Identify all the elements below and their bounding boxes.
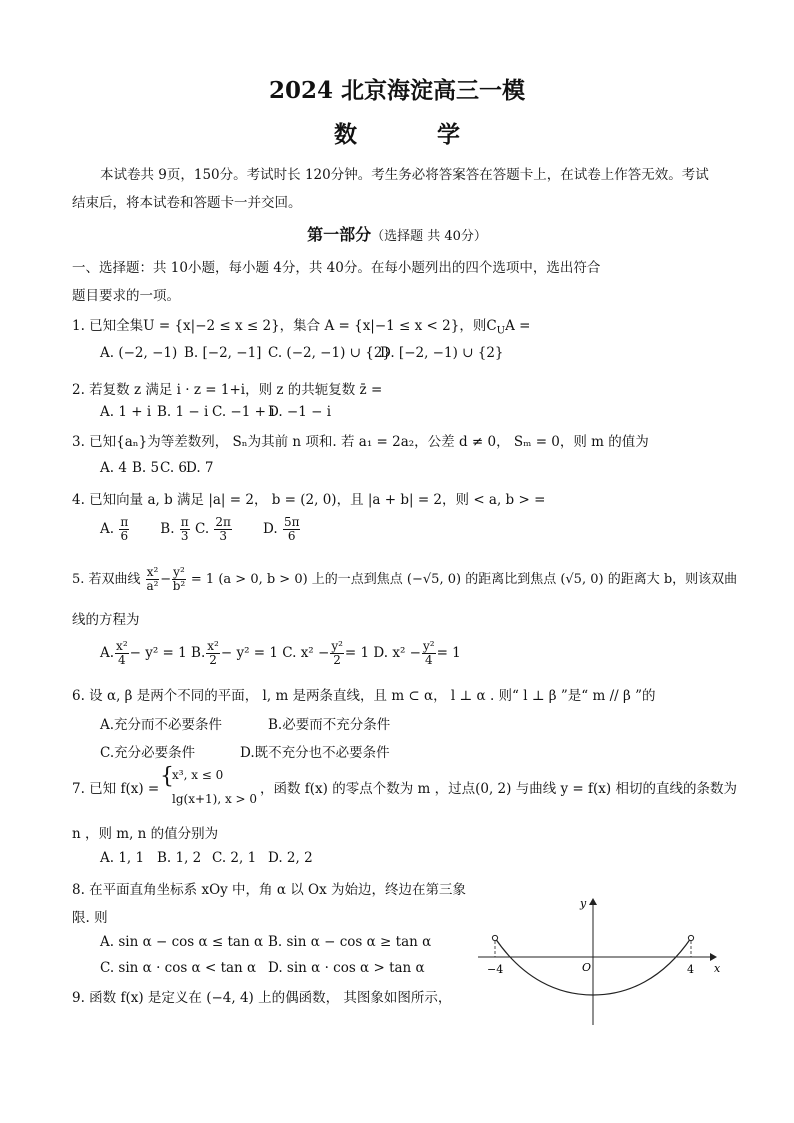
q5-frac-x [146, 566, 160, 593]
q1-stem-text: 1. 已知全集U = {x|−2 ≤ x ≤ 2}，集合 A = {x|−1 ≤ x < 2}，则C [72, 318, 497, 334]
page-title: 2024 北京海淀高三一模 [268, 77, 526, 104]
q5-b-rest: − y² = 1 [220, 645, 278, 662]
open-endpoint-right [688, 935, 693, 940]
q1-option-c: C. (−2, −1) ∪ {2} [268, 345, 392, 361]
q5-option-b [191, 639, 278, 668]
q4-a-num: π [120, 515, 129, 529]
q6-option-c: C.充分必要条件 [100, 745, 196, 761]
q8-option-d: D. sin α · cos α > tan α [268, 960, 425, 976]
part-one-title: 第一部分 [307, 225, 372, 244]
q3-option-a: A. 4 [100, 460, 127, 476]
q2-option-b: B. 1 − i [157, 404, 209, 420]
section-instructions-2: 题目要求的一项。 [72, 288, 180, 304]
q1-stem-end: A = [505, 318, 531, 334]
q4-c-den: 3 [219, 529, 227, 544]
q7-brace: { [160, 764, 174, 789]
q6-option-b: B.必要而不充分条件 [268, 717, 391, 733]
q4-c-num: 2π [215, 515, 231, 529]
q5-options [100, 640, 461, 667]
q5-fy-den: b² [172, 579, 186, 594]
open-endpoint-left [492, 935, 497, 940]
q4-d-den: 6 [287, 529, 296, 544]
q4-option-c [214, 516, 232, 543]
function-graph-figure [478, 895, 730, 1027]
q4-b-num: π [180, 515, 189, 529]
q1-option-b: B. [−2, −1] [184, 345, 262, 361]
q7-case-1: x³, x ≤ 0 [172, 768, 224, 782]
question-4-stem: 4. 已知向量 a, b 满足 |a| = 2， b = (2, 0)，且 |a + b| = 2，则 < a, b > = [72, 492, 546, 508]
q3-option-d: D. 7 [186, 460, 214, 476]
question-3-stem: 3. 已知{aₙ}为等差数列， Sₙ为其前 n 项和. 若 a₁ = 2a₂，公差 d ≠ 0， Sₘ = 0，则 m 的值为 [72, 434, 649, 450]
q5-stem-b: = 1 (a > 0, b > 0) 上的一点到焦点 (−√5, 0) 的距离比到焦点 (√5, 0) 的距离大 b，则该双曲 [190, 572, 738, 588]
q3-option-b: B. 5 [132, 460, 160, 476]
question-1-stem [72, 314, 530, 337]
q7-stem-a: 7. 已知 f(x) = [72, 781, 160, 797]
question-5-stem: 5. 若双曲线 $\frac{\text{x²}}{\text{a²}}$ − $\frac{\text{y²}}{\text{b²}}$ = 1 (a > 0, b > 0) 上的一点到焦点 (−√5, 0) 的距离比到焦点 (√5, 0) 的距离大 b，则该双曲 [72, 565, 738, 594]
q4-option-b [180, 516, 190, 543]
q4-d-num: 5π [283, 515, 300, 529]
question-8-stem-2: 限. 则 [72, 910, 108, 926]
q5-a-frac [115, 640, 129, 667]
q5-b-label: B. [191, 645, 206, 662]
q4-option-d [283, 516, 301, 543]
q7-option-b: B. 1, 2 [157, 850, 202, 866]
q1-option-d: D. [−2, −1) ∪ {2} [380, 345, 504, 361]
q7-case-2: lg(x+1), x > 0 [172, 792, 258, 806]
q5-fy-num: y² [173, 565, 185, 579]
q8-option-c: C. sin α · cos α < tan α [100, 960, 257, 976]
q5-stem-a: 5. 若双曲线 [72, 572, 141, 588]
q5-d-den: 4 [424, 653, 433, 668]
q5-c-label: C. x² − [282, 645, 330, 662]
q1-stem-sub: U [496, 325, 506, 337]
q5-c-den: 2 [333, 653, 341, 668]
q7-option-c: C. 2, 1 [212, 850, 257, 866]
q7-stem-b: ，函数 f(x) 的零点个数为 m ，过点(0, 2) 与曲线 y = f(x) 相切的直线的条数为 [260, 781, 737, 797]
q7-option-a: A. 1, 1 [100, 850, 145, 866]
q5-a-label: A. [100, 645, 115, 662]
q7-option-d: D. 2, 2 [268, 850, 313, 866]
q5-b-num: x² [207, 639, 219, 653]
q1-option-a: A. (−2, −1) [100, 345, 178, 361]
q5-b-frac [206, 640, 220, 667]
q5-option-a [100, 639, 187, 668]
q2-option-d: D. −1 − i [268, 404, 332, 420]
question-9-stem: 9. 函数 f(x) 是定义在 (−4, 4) 上的偶函数， 其图象如图所示， [72, 990, 452, 1006]
q5-option-c [282, 639, 370, 668]
q4-option-a-label: A. [100, 521, 115, 538]
q7-stem-line-2: n ，则 m, n 的值分别为 [72, 826, 219, 842]
q8-option-a: A. sin α − cos α ≤ tan α [100, 934, 264, 950]
q4-option-b-label: B. [160, 521, 175, 538]
x-axis-label: x [714, 962, 721, 975]
tick-label-right: 4 [687, 963, 694, 976]
q2-option-a: A. 1 + i [100, 404, 152, 420]
q2-option-c: C. −1 + i [212, 404, 275, 420]
q6-option-a: A.充分而不必要条件 [100, 717, 223, 733]
q3-option-c: C. 6 [160, 460, 188, 476]
part-one-note: （选择题 共 40分） [371, 229, 487, 244]
q5-d-num: y² [422, 639, 435, 653]
q4-a-den: 6 [120, 529, 129, 544]
q5-d-label: D. x² − [373, 645, 421, 662]
y-axis-label: y [580, 897, 587, 910]
q5-a-rest: − y² = 1 [129, 645, 187, 662]
q5-a-num: x² [116, 639, 128, 653]
q5-fx-den: a² [146, 579, 159, 594]
q5-fx-num: x² [146, 565, 159, 579]
q4-option-d-label: D. [263, 521, 278, 538]
origin-label: O [582, 961, 592, 974]
question-6-stem: 6. 设 α, β 是两个不同的平面， l, m 是两条直线，且 m ⊂ α， l ⊥ α . 则“ l ⊥ β ”是“ m // β ”的 [72, 688, 656, 704]
question-8-stem-1: 8. 在平面直角坐标系 xOy 中，角 α 以 Ox 为始边，终边在第三象 [72, 882, 467, 898]
q8-option-b: B. sin α − cos α ≥ tan α [268, 934, 432, 950]
q5-option-d [373, 639, 461, 668]
q4-b-den: 3 [180, 529, 189, 544]
q5-d-frac [422, 640, 436, 667]
q5-frac-y [172, 566, 186, 593]
q5-c-rest: = 1 [344, 645, 370, 662]
q5-d-rest: = 1 [436, 645, 461, 662]
intro-line-2: 结束后，将本试卷和答题卡一并交回。 [72, 195, 302, 211]
q5-stem-line-2: 线的方程为 [72, 612, 140, 628]
question-2-stem: 2. 若复数 z 满足 i · z = 1+i，则 z 的共轭复数 z̄ = [72, 382, 383, 398]
subject-title: 数 学 [333, 121, 496, 148]
q5-c-frac [330, 640, 344, 667]
q6-option-d: D.既不充分也不必要条件 [240, 745, 390, 761]
q4-option-a [119, 516, 129, 543]
q5-a-den: 4 [118, 653, 126, 668]
q5-c-num: y² [331, 639, 343, 653]
part-one-heading [0, 222, 794, 245]
q4-options [100, 516, 301, 543]
intro-line-1: 本试卷共 9页，150分。考试时长 120分钟。考生务必将答案答在答题卡上，在试卷上作答无效。考试 [100, 167, 709, 183]
section-instructions-1: 一、选择题：共 10小题，每小题 4分，共 40分。在每小题列出的四个选项中，选出符合 [72, 260, 601, 276]
tick-label-left: −4 [487, 963, 504, 976]
q5-b-den: 2 [209, 653, 217, 668]
q4-option-c-label: C. [194, 521, 210, 538]
